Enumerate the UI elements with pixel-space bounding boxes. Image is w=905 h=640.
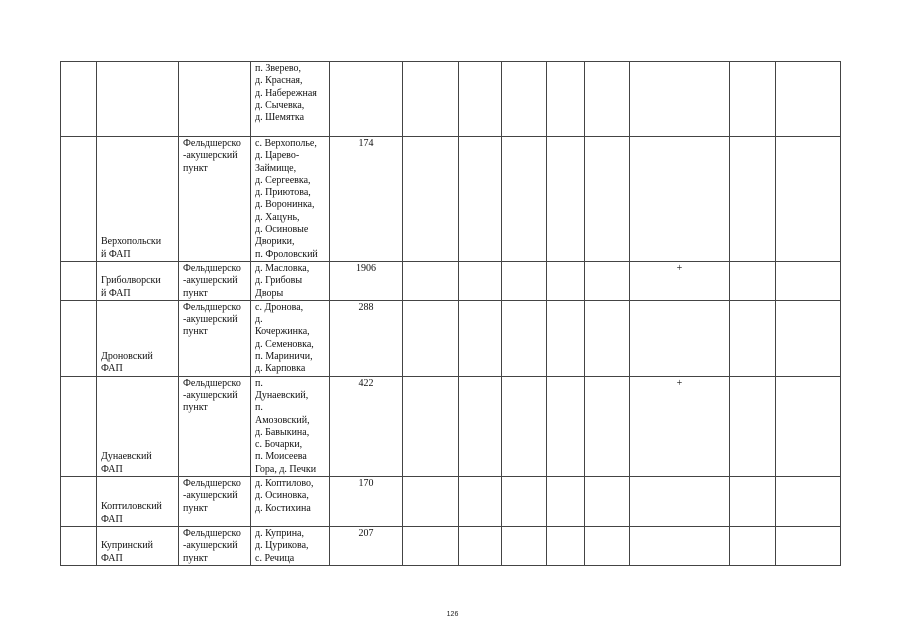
- cell-text-line: пункт: [183, 162, 208, 174]
- cell-text-line: Фельдшерско: [183, 262, 241, 274]
- cell-text-line: Займище,: [255, 162, 297, 174]
- cell-text-line: д. Масловка,: [255, 262, 310, 274]
- population-cell: 170: [330, 477, 403, 527]
- empty-cell: [585, 300, 630, 376]
- population-cell: 174: [330, 137, 403, 262]
- settlements-cell: [251, 527, 330, 566]
- cell-text-line: ФАП: [101, 513, 123, 525]
- empty-cell: [459, 376, 502, 476]
- settlements-cell: [251, 261, 330, 300]
- cell-text-line: -акушерский: [183, 150, 238, 162]
- empty-cell: [730, 261, 776, 300]
- index-cell: [61, 527, 97, 566]
- cell-text-line: -акушерский: [183, 275, 238, 287]
- facility-type-cell: [179, 376, 251, 476]
- cell-text-line: Гора, д. Печки: [255, 463, 317, 475]
- empty-cell: [730, 62, 776, 137]
- plus-mark-cell: [630, 300, 730, 376]
- empty-cell: [547, 300, 585, 376]
- population-cell: 422: [330, 376, 403, 476]
- cell-text-line: пункт: [183, 402, 208, 414]
- cell-text-line: д. Шемятка: [255, 112, 305, 124]
- facility-name-cell: [97, 376, 179, 476]
- facility-name-cell: [97, 137, 179, 262]
- facility-name-cell: [97, 527, 179, 566]
- plus-mark-cell: [630, 62, 730, 137]
- cell-text-line: д. Сергеевка,: [255, 174, 311, 186]
- cell-text-line: п. Моисеева: [255, 451, 307, 463]
- empty-cell: [776, 137, 841, 262]
- cell-text-line: пункт: [183, 287, 208, 299]
- empty-cell: [547, 137, 585, 262]
- facility-name-cell: [97, 62, 179, 137]
- cell-text-line: д. Семеновка,: [255, 338, 314, 350]
- facility-type-cell: [179, 300, 251, 376]
- cell-text-line: п.: [255, 377, 263, 389]
- settlements-cell: [251, 137, 330, 262]
- empty-cell: [730, 477, 776, 527]
- cell-text-line: д. Царево-: [255, 150, 300, 162]
- cell-text-line: ФАП: [101, 552, 123, 564]
- cell-text-line: Купринский: [101, 540, 153, 552]
- empty-cell: [459, 62, 502, 137]
- empty-cell: [403, 376, 459, 476]
- cell-text-line: Фельдшерско: [183, 478, 241, 490]
- cell-text-line: Дворы: [255, 287, 284, 299]
- cell-text-line: д. Набережная: [255, 87, 317, 99]
- cell-text-line: с. Бочарки,: [255, 439, 303, 451]
- empty-cell: [585, 376, 630, 476]
- cell-text-line: д. Грибовы: [255, 275, 303, 287]
- cell-text-line: Дунаевский,: [255, 389, 309, 401]
- empty-cell: [776, 527, 841, 566]
- cell-text-line: д. Бавыкина,: [255, 426, 310, 438]
- page-number: 126: [446, 611, 459, 618]
- cell-text-line: -акушерский: [183, 490, 238, 502]
- facility-name-cell: [97, 477, 179, 527]
- table-row: [61, 137, 841, 262]
- empty-cell: [547, 376, 585, 476]
- cell-text-line: -акушерский: [183, 540, 238, 552]
- cell-text-line: й ФАП: [101, 287, 131, 299]
- empty-cell: [502, 62, 547, 137]
- empty-cell: [585, 527, 630, 566]
- table-row: [61, 527, 841, 566]
- empty-cell: [585, 137, 630, 262]
- cell-text-line: пункт: [183, 552, 208, 564]
- index-cell: [61, 477, 97, 527]
- facility-type-cell: [179, 137, 251, 262]
- population-cell: 288: [330, 300, 403, 376]
- cell-text-line: Фельдшерско: [183, 301, 241, 313]
- empty-cell: [502, 527, 547, 566]
- cell-text-line: д. Красная,: [255, 75, 303, 87]
- facility-type-cell: [179, 62, 251, 137]
- facility-name-cell: [97, 261, 179, 300]
- empty-cell: [730, 376, 776, 476]
- empty-cell: [459, 527, 502, 566]
- empty-cell: [459, 137, 502, 262]
- empty-cell: [585, 477, 630, 527]
- cell-text-line: д. Сычевка,: [255, 99, 305, 111]
- empty-cell: [502, 137, 547, 262]
- settlements-cell: [251, 376, 330, 476]
- cell-text-line: Дунаевский: [101, 451, 152, 463]
- cell-text-line: Дроновский: [101, 351, 153, 363]
- empty-cell: [585, 261, 630, 300]
- cell-text-line: д. Осиновые: [255, 224, 309, 236]
- empty-cell: [403, 137, 459, 262]
- empty-cell: [459, 261, 502, 300]
- cell-text-line: д. Карповка: [255, 363, 306, 375]
- empty-cell: [403, 300, 459, 376]
- empty-cell: [585, 62, 630, 137]
- cell-text-line: ФАП: [101, 463, 123, 475]
- table-row: [61, 62, 841, 137]
- index-cell: [61, 376, 97, 476]
- cell-text-line: Фельдшерско: [183, 377, 241, 389]
- table-row: [61, 300, 841, 376]
- plus-mark-cell: [630, 477, 730, 527]
- cell-text-line: Верхопольски: [101, 236, 162, 248]
- cell-text-line: Фельдшерско: [183, 528, 241, 540]
- cell-text-line: Кочержинка,: [255, 326, 310, 338]
- cell-text-line: д. Воронинка,: [255, 199, 315, 211]
- cell-text-line: ФАП: [101, 363, 123, 375]
- empty-cell: [776, 300, 841, 376]
- empty-cell: [502, 261, 547, 300]
- cell-text-line: пункт: [183, 326, 208, 338]
- empty-cell: [730, 527, 776, 566]
- empty-cell: [547, 477, 585, 527]
- table-row: [61, 261, 841, 300]
- population-cell: 207: [330, 527, 403, 566]
- index-cell: [61, 300, 97, 376]
- cell-text-line: Коптиловский: [101, 501, 162, 513]
- empty-cell: [776, 62, 841, 137]
- empty-cell: [459, 300, 502, 376]
- index-cell: [61, 137, 97, 262]
- facilities-table: [60, 61, 841, 566]
- empty-cell: [547, 261, 585, 300]
- table-row: [61, 477, 841, 527]
- empty-cell: [730, 137, 776, 262]
- empty-cell: [459, 477, 502, 527]
- cell-text-line: Гриболворски: [101, 275, 161, 287]
- cell-text-line: д. Осиновка,: [255, 490, 309, 502]
- cell-text-line: Фельдшерско: [183, 138, 241, 149]
- cell-text-line: д. Коптилово,: [255, 478, 314, 490]
- facility-name-cell: [97, 300, 179, 376]
- facility-type-cell: [179, 477, 251, 527]
- empty-cell: [502, 477, 547, 527]
- cell-text-line: Дворики,: [255, 236, 295, 248]
- cell-text-line: д. Приютова,: [255, 187, 311, 199]
- settlements-cell: [251, 477, 330, 527]
- index-cell: [61, 261, 97, 300]
- index-cell: [61, 62, 97, 137]
- cell-text-line: д.: [255, 314, 263, 326]
- cell-text-line: -акушерский: [183, 314, 238, 326]
- cell-text-line: п. Зверево,: [255, 63, 302, 74]
- empty-cell: [502, 300, 547, 376]
- cell-text-line: с. Речица: [255, 552, 295, 564]
- table-row: [61, 376, 841, 476]
- cell-text-line: д. Цурикова,: [255, 540, 309, 552]
- cell-text-line: д. Куприна,: [255, 528, 304, 540]
- plus-mark-cell: +: [630, 261, 730, 300]
- population-cell: 1906: [330, 261, 403, 300]
- facility-type-cell: [179, 527, 251, 566]
- cell-text-line: Амозовский,: [255, 414, 310, 426]
- settlements-cell: [251, 62, 330, 137]
- plus-mark-cell: [630, 137, 730, 262]
- cell-text-line: с. Дронова,: [255, 301, 304, 313]
- population-cell: [330, 62, 403, 137]
- empty-cell: [776, 261, 841, 300]
- empty-cell: [403, 527, 459, 566]
- empty-cell: [403, 261, 459, 300]
- cell-text-line: п.: [255, 402, 263, 414]
- cell-text-line: й ФАП: [101, 248, 131, 260]
- cell-text-line: -акушерский: [183, 389, 238, 401]
- plus-mark-cell: +: [630, 376, 730, 476]
- cell-text-line: пункт: [183, 502, 208, 514]
- empty-cell: [776, 477, 841, 527]
- facility-type-cell: [179, 261, 251, 300]
- empty-cell: [502, 376, 547, 476]
- settlements-cell: [251, 300, 330, 376]
- cell-text-line: п. Мариничи,: [255, 351, 313, 363]
- empty-cell: [403, 62, 459, 137]
- empty-cell: [547, 62, 585, 137]
- cell-text-line: с. Верхополье,: [255, 138, 317, 149]
- empty-cell: [776, 376, 841, 476]
- cell-text-line: п. Фроловский: [255, 248, 318, 260]
- empty-cell: [403, 477, 459, 527]
- cell-text-line: д. Костихина: [255, 502, 311, 514]
- cell-text-line: д. Хацунь,: [255, 211, 300, 223]
- empty-cell: [730, 300, 776, 376]
- plus-mark-cell: [630, 527, 730, 566]
- empty-cell: [547, 527, 585, 566]
